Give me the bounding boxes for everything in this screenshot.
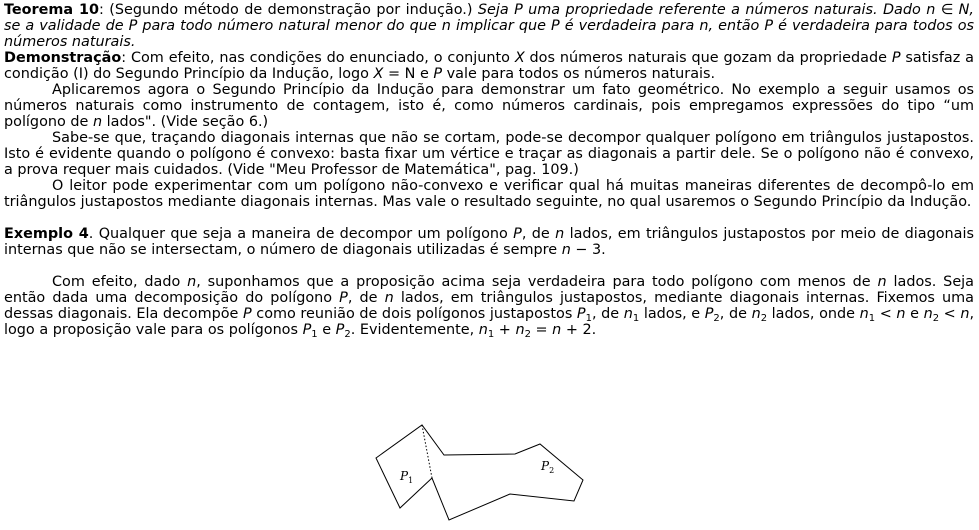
proof-label: Demonstração bbox=[4, 50, 122, 66]
label-p2: $P_2$ bbox=[541, 459, 555, 475]
theorem-10: Teorema 10: (Segundo método de demonstração por indução.) Seja P uma propriedade referente a números naturais. Dado n ∈ N, se a validade de P para todo número natural menor do que n implicar que P é verdadeira para n, então P é verdadeira para todos os números naturais. bbox=[4, 2, 975, 50]
example-4: Exemplo 4. Qualquer que seja a maneira de decompor um polígono P, de n lados, em triângulos justapostos por meio de diagonais internas que não se intersectam, o número de diagonais utilizadas é sempre n − 3. bbox=[4, 226, 974, 258]
document-page bbox=[4, 2, 974, 338]
label-p1: $P_1$ bbox=[400, 469, 414, 485]
theorem-statement: Seja P uma propriedade referente a números naturais. Dado n ∈ N, se a validade de P para todo número natural menor do que n implicar que P é verdadeira para n, então P é verdadeira para todos os números naturais. bbox=[4, 2, 975, 50]
polygon-figure bbox=[360, 420, 610, 525]
paragraph-non-convex: O leitor pode experimentar com um polígono não-convexo e verificar qual há muitas maneiras diferentes de decompô-lo em triângulos justapostos mediante diagonais internas. Mas vale o resultado seguinte, no qual usaremos o Segundo Princípio da Indução. bbox=[4, 178, 974, 210]
example-label: Exemplo 4 bbox=[4, 226, 89, 242]
theorem-label: Teorema 10 bbox=[4, 2, 99, 18]
proof: Demonstração: Com efeito, nas condições do enunciado, o conjunto X dos números naturais que gozam da propriedade P satisfaz a condição (I) do Segundo Princípio da Indução, logo X = N e P vale para todos os números naturais. bbox=[4, 50, 974, 82]
diagonal-line bbox=[422, 425, 432, 478]
paragraph-apply-induction: Aplicaremos agora o Segundo Princípio da Indução para demonstrar um fato geométrico. No exemplo a seguir usamos os números naturais como instrumento de contagem, isto é, como números cardinais, pois empregamos expressões do tipo “um polígono de n lados". (Vide seção 6.) bbox=[4, 82, 974, 130]
paragraph-decomposition: Sabe-se que, traçando diagonais internas que não se cortam, pode-se decompor qualquer polígono em triângulos justapostos. Isto é evidente quando o polígono é convexo: basta fixar um vértice e traçar as diagonais a partir dele. Se o polígono não é convexo, a prova requer mais cuidados. (Vide "Meu Professor de Matemática", pag. 109.) bbox=[4, 130, 974, 178]
paragraph-proof-example: Com efeito, dado n, suponhamos que a proposição acima seja verdadeira para todo polígono com menos de n lados. Seja então dada uma decomposição do polígono P, de n lados, em triângulos justapostos, mediante diagonais internas. Fixemos uma dessas diagonais. Ela decompõe P como reunião de dois polígonos justapostos $P_1$, de $n_1$ lados, e $P_2$, de $n_2$ lados, onde $n_1 < n$ e $n_2 < n$, logo a proposição vale para os polígonos $P_1$ e $P_2$. Evidentemente, $n_1 + n_2 = n + 2$. bbox=[4, 274, 975, 340]
